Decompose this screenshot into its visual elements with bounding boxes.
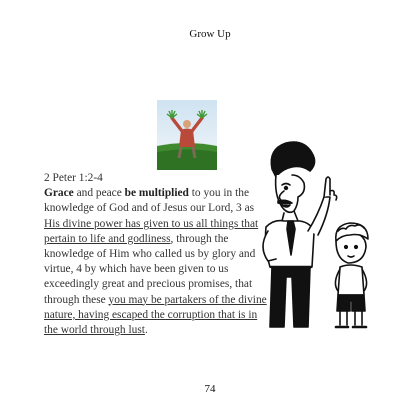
text-1: and peace	[73, 187, 125, 200]
father-scolding-child-icon	[238, 135, 378, 335]
grace-bold: Grace	[44, 187, 74, 200]
man-arms-raised-photo	[157, 100, 217, 170]
underlined-phrase-1: His divine power has given to us all things that pertain to life and godliness	[44, 217, 259, 245]
page-header-title: Grow Up	[189, 28, 231, 40]
page-number: 74	[204, 383, 216, 395]
text-4: .	[144, 324, 148, 337]
multiplied-bold: be multiplied	[124, 187, 189, 200]
text-2: to you in the knowledge of God and of Jesus our Lord, 3 as	[44, 187, 255, 215]
text-3: , through the knowledge of Him who called us by glory and virtue, 4 by which have been given to us exceedingly great and precious promises, that through these	[44, 232, 256, 306]
scripture-reference: 2 Peter 1:2-4	[44, 172, 103, 184]
underlined-phrase-2: you may be partakers of the divine nature, having escaped the corruption that is in the world through lust	[44, 293, 267, 337]
